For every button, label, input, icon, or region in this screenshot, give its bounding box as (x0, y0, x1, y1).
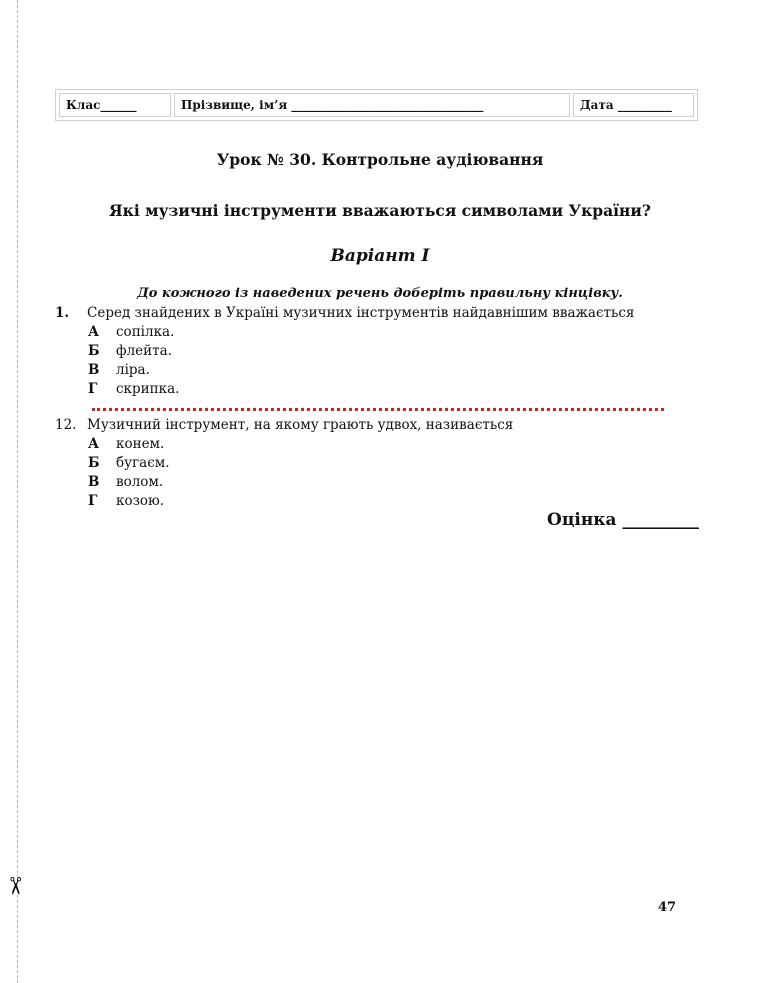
option-text: скрипка. (116, 381, 180, 397)
question-text: Музичний інструмент, на якому грають удвох, називається (87, 417, 514, 433)
topic-title: Які музичні інструменти вважаються символами України? (109, 201, 651, 220)
option-1-d[interactable] (88, 381, 179, 397)
option-text: флейта. (116, 343, 172, 359)
option-letter: А (88, 324, 99, 340)
class-field[interactable]: Клас______ (59, 93, 171, 117)
option-text: волом. (116, 474, 164, 490)
option-text: сопілка. (116, 324, 175, 340)
student-info-table (55, 89, 698, 121)
option-1-c[interactable] (88, 362, 150, 378)
question-number: 1. (55, 305, 70, 321)
question-text: Серед знайдених в Україні музичних інструментів найдавнішим вважається (87, 305, 635, 321)
option-letter: Г (88, 493, 98, 509)
option-text: конем. (116, 436, 165, 452)
date-field[interactable]: Дата _________ (573, 93, 694, 117)
instruction: До кожного із наведених речень доберіть правильну кінцівку. (137, 286, 623, 301)
option-letter: Б (88, 343, 100, 359)
option-letter: Б (88, 455, 100, 471)
name-field[interactable]: Прізвище, ім’я ________________________________ (174, 93, 570, 117)
option-1-a[interactable] (88, 324, 174, 340)
variant-title: Варіант І (330, 246, 430, 266)
question-1 (55, 305, 634, 321)
option-12-a[interactable] (88, 436, 164, 452)
option-12-c[interactable] (88, 474, 163, 490)
scissors-icon: ✂ (1, 875, 30, 897)
option-text: ліра. (116, 362, 150, 378)
question-number: 12. (55, 417, 77, 433)
option-letter: А (88, 436, 99, 452)
lesson-title: Урок № 30. Контрольне аудіювання (216, 150, 544, 169)
option-letter: Г (88, 381, 98, 397)
page-number: 47 (658, 900, 677, 915)
option-text: козою. (116, 493, 165, 509)
question-12 (55, 417, 513, 433)
dotted-separator (92, 408, 664, 411)
grade-field[interactable]: Оцінка _________ (547, 510, 699, 530)
option-letter: В (88, 474, 100, 490)
option-letter: В (88, 362, 100, 378)
cut-line (17, 0, 18, 983)
option-12-d[interactable] (88, 493, 164, 509)
option-text: бугаєм. (116, 455, 170, 471)
option-1-b[interactable] (88, 343, 172, 359)
option-12-b[interactable] (88, 455, 170, 471)
